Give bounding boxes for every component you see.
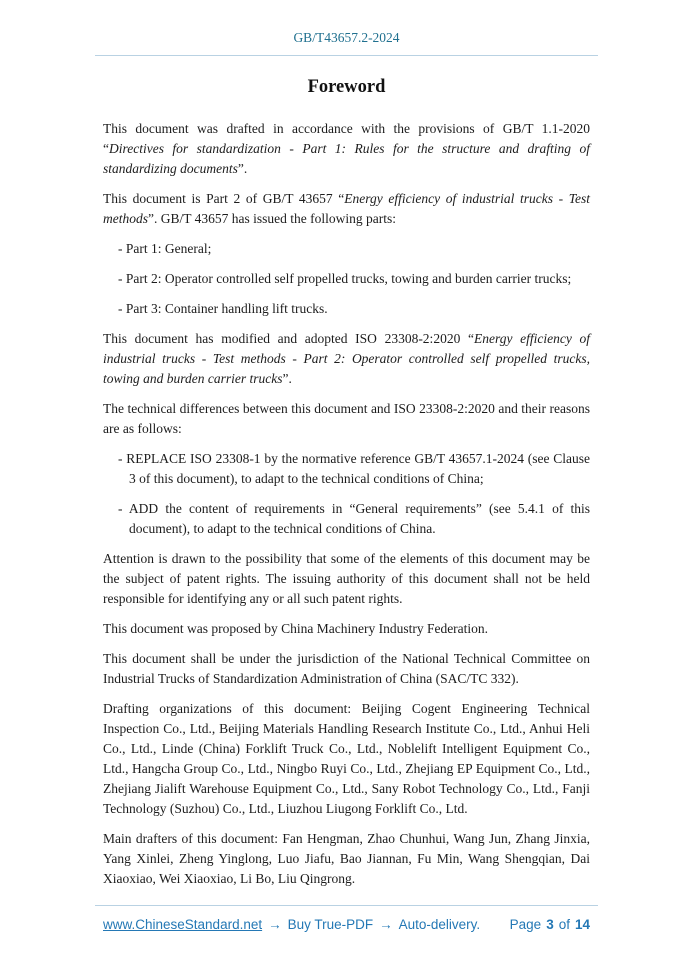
text-run: ”. GB/T 43657 has issued the following parts: [148, 211, 396, 226]
paragraph-main-drafters: Main drafters of this document: Fan Hengman, Zhao Chunhui, Wang Jun, Zhang Jinxia, Yang Xinlei, Zheng Yinglong, Luo Jiafu, Bao Jiannan, Fu Min, Wang Shengqian, Dai Xiaoxiao, Wei Xiaoxiao, Li Bo, Liu Qingrong. [103, 831, 590, 886]
footer-delivery-text: Auto-delivery. [398, 917, 481, 932]
arrow-right-icon: → [379, 917, 393, 932]
text-run-italic: Directives for standardization - Part 1: Rules for the structure and drafting of standardizing documents [103, 141, 590, 176]
text-run: ”. [282, 371, 292, 386]
paragraph-jurisdiction: This document shall be under the jurisdiction of the National Technical Committee on Industrial Trucks of Standardization Administration of China (SAC/TC 332). [103, 651, 590, 686]
list-item-part3: - Part 3: Container handling lift trucks. [118, 301, 328, 316]
footer-website-link[interactable]: www.ChineseStandard.net [103, 917, 263, 932]
paragraph-technical-differences: The technical differences between this document and ISO 23308-2:2020 and their reasons are as follows: [103, 401, 590, 436]
header-divider [95, 55, 598, 56]
page-title: Foreword [307, 77, 386, 97]
paragraph-proposed-by: This document was proposed by China Machinery Industry Federation. [103, 621, 489, 636]
page-content [95, 0, 598, 889]
paragraph-patent-rights: Attention is drawn to the possibility that some of the elements of this document may be the subject of patent rights. The issuing authority of this document shall not be held responsible for identifying any or all such patent rights. [103, 551, 590, 606]
text-run-italic: Energy efficiency of industrial trucks - Test methods [103, 191, 590, 226]
paragraph-modified-adopted [103, 329, 590, 389]
text-run-italic: Energy efficiency of industrial trucks - Test methods - Part 2: Operator controlled self propelled trucks, towing and burden carrier trucks [103, 331, 590, 386]
header-standard-code: GB/T43657.2-2024 [293, 30, 400, 45]
arrow-right-icon: → [268, 917, 282, 932]
list-item-replace: - REPLACE ISO 23308-1 by the normative reference GB/T 43657.1-2024 (see Clause 3 of this document), to adapt to the technical conditions of China; [118, 451, 590, 486]
footer-page-label: Page [509, 917, 542, 932]
list-item-part1: - Part 1: General; [118, 241, 212, 256]
footer-of-label: of [558, 917, 570, 932]
footer-page-total: 14 [574, 917, 590, 932]
footer-page-indicator [510, 917, 590, 932]
footer-divider [95, 905, 598, 906]
footer-promo [103, 917, 480, 932]
footer-page-current: 3 [546, 917, 554, 932]
paragraph-drafted-accordance [103, 119, 590, 179]
paragraph-part2-intro [103, 189, 590, 229]
list-item-part2: - Part 2: Operator controlled self propelled trucks, towing and burden carrier trucks; [118, 271, 572, 286]
list-item-add: - ADD the content of requirements in “General requirements” (see 5.4.1 of this document), to adapt to the technical conditions of China. [118, 501, 590, 536]
footer-row [95, 917, 598, 932]
text-run: This document is Part 2 of GB/T 43657 “ [103, 191, 345, 206]
page-footer [95, 905, 598, 932]
document-body [95, 119, 598, 889]
text-run: This document has modified and adopted ISO 23308-2:2020 “ [103, 331, 474, 346]
text-run: This document was drafted in accordance with the provisions of GB/T 1.1-2020 “ [103, 121, 590, 156]
paragraph-drafting-organizations: Drafting organizations of this document: Beijing Cogent Engineering Technical Inspection Co., Ltd., Beijing Materials Handling Research Institute Co., Ltd., Anhui Heli Co., Ltd., Linde (China) Forklift Truck Co., Ltd., Noblelift Intelligent Equipment Co., Ltd., Hangcha Group Co., Ltd., Ningbo Ruyi Co., Ltd., Zhejiang EP Equipment Co., Ltd., Zhejiang Jialift Warehouse Equipment Co., Ltd., Sany Robot Technology Co., Ltd., Fanji Technology (Suzhou) Co., Ltd., Liuzhou Liugong Forklift Co., Ltd. [103, 701, 590, 816]
footer-buy-text: Buy True-PDF [287, 917, 374, 932]
text-run: ”. [237, 161, 248, 176]
